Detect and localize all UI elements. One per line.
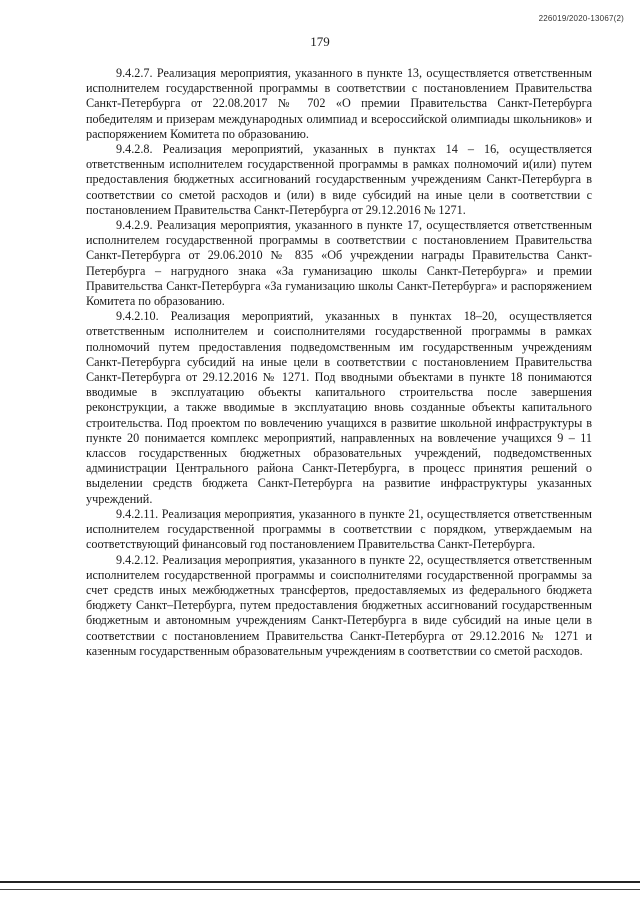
page-number: 179 [310,34,330,49]
paragraph-9-4-2-9: 9.4.2.9. Реализация мероприятия, указанного в пункте 17, осуществляется ответственным исполнителем государственной программы в соответствии с постановлением Правительства Санкт-Петербурга от 29.06.2010 № 835 «Об учреждении награды Правительства Санкт-Петербурга – нагрудного знака «За гуманизацию школы Санкт-Петербурга» и премии Правительства Санкт-Петербурга «За гуманизацию школы Санкт-Петербурга» и распоряжением Комитета по образованию. [86,218,592,309]
scan-edge-line [0,881,640,883]
document-id: 226019/2020-13067(2) [538,14,624,23]
paragraph-9-4-2-7: 9.4.2.7. Реализация мероприятия, указанного в пункте 13, осуществляется ответственным исполнителем государственной программы в соответствии с постановлением Правительства Санкт-Петербурга от 22.08.2017 № 702 «О премии Правительства Санкт-Петербурга победителям и призерам международных олимпиад и всероссийской олимпиады школьников» и распоряжением Комитета по образованию. [86,66,592,141]
paragraph-9-4-2-8: 9.4.2.8. Реализация мероприятий, указанных в пунктах 14 – 16, осуществляется ответственным исполнителем государственной программы в рамках полномочий и(или) путем предоставления бюджетных ассигнований государственным учреждениям Санкт-Петербурга в соответствии со сметой расходов и (или) в виде субсидий на иные цели в соответствии с постановлением Правительства Санкт-Петербурга от 29.12.2016 № 1271. [86,142,592,217]
paragraph-9-4-2-12: 9.4.2.12. Реализация мероприятия, указанного в пункте 22, осуществляется ответственным исполнителем государственной программы и соисполнителями государственной программы за счет средств иных межбюджетных трансфертов, предоставляемых из федерального бюджета бюджету Санкт–Петербурга, путем предоставления бюджетных ассигнований государственным бюджетным и автономным учреждениям Санкт-Петербурга в виде субсидий на иные цели в соответствии с постановлением Правительства Санкт-Петербурга от 29.12.2016 № 1271 и казенным государственным образовательным учреждениям в соответствии со сметой расходов. [86,552,592,658]
paragraph-9-4-2-11: 9.4.2.11. Реализация мероприятия, указанного в пункте 21, осуществляется ответственным исполнителем государственной программы в соответствии с порядком, утверждаемым на соответствующий финансовый год постановлением Правительства Санкт-Петербурга. [86,506,592,552]
document-body [86,66,592,659]
paragraph-9-4-2-10: 9.4.2.10. Реализация мероприятий, указанных в пунктах 18–20, осуществляется ответственным исполнителем и соисполнителями государственной программы в рамках полномочий путем предоставления подведомственным им государственным учреждениям Санкт-Петербурга субсидий на иные цели в соответствии с постановлением Правительства Санкт-Петербурга от 29.12.2016 № 1271. Под вводными объектами в пункте 18 понимаются вводимые в эксплуатацию объекты капитального строительства после завершения реконструкции, а также вводимые в эксплуатацию вновь созданные объекты капитального строительства. Под проектом по вовлечению учащихся в развитие школьной инфраструктуры в пункте 20 понимается комплекс мероприятий, направленных на вовлечение учащихся 9 – 11 классов государственных бюджетных образовательных учреждений, подведомственных администрации Центрального района Санкт-Петербурга, в процесс принятия решений о выделении средств бюджета Санкт-Петербурга на развитие инфраструктуры указанных учреждений. [86,309,592,506]
scan-edge-line-secondary [0,889,640,890]
